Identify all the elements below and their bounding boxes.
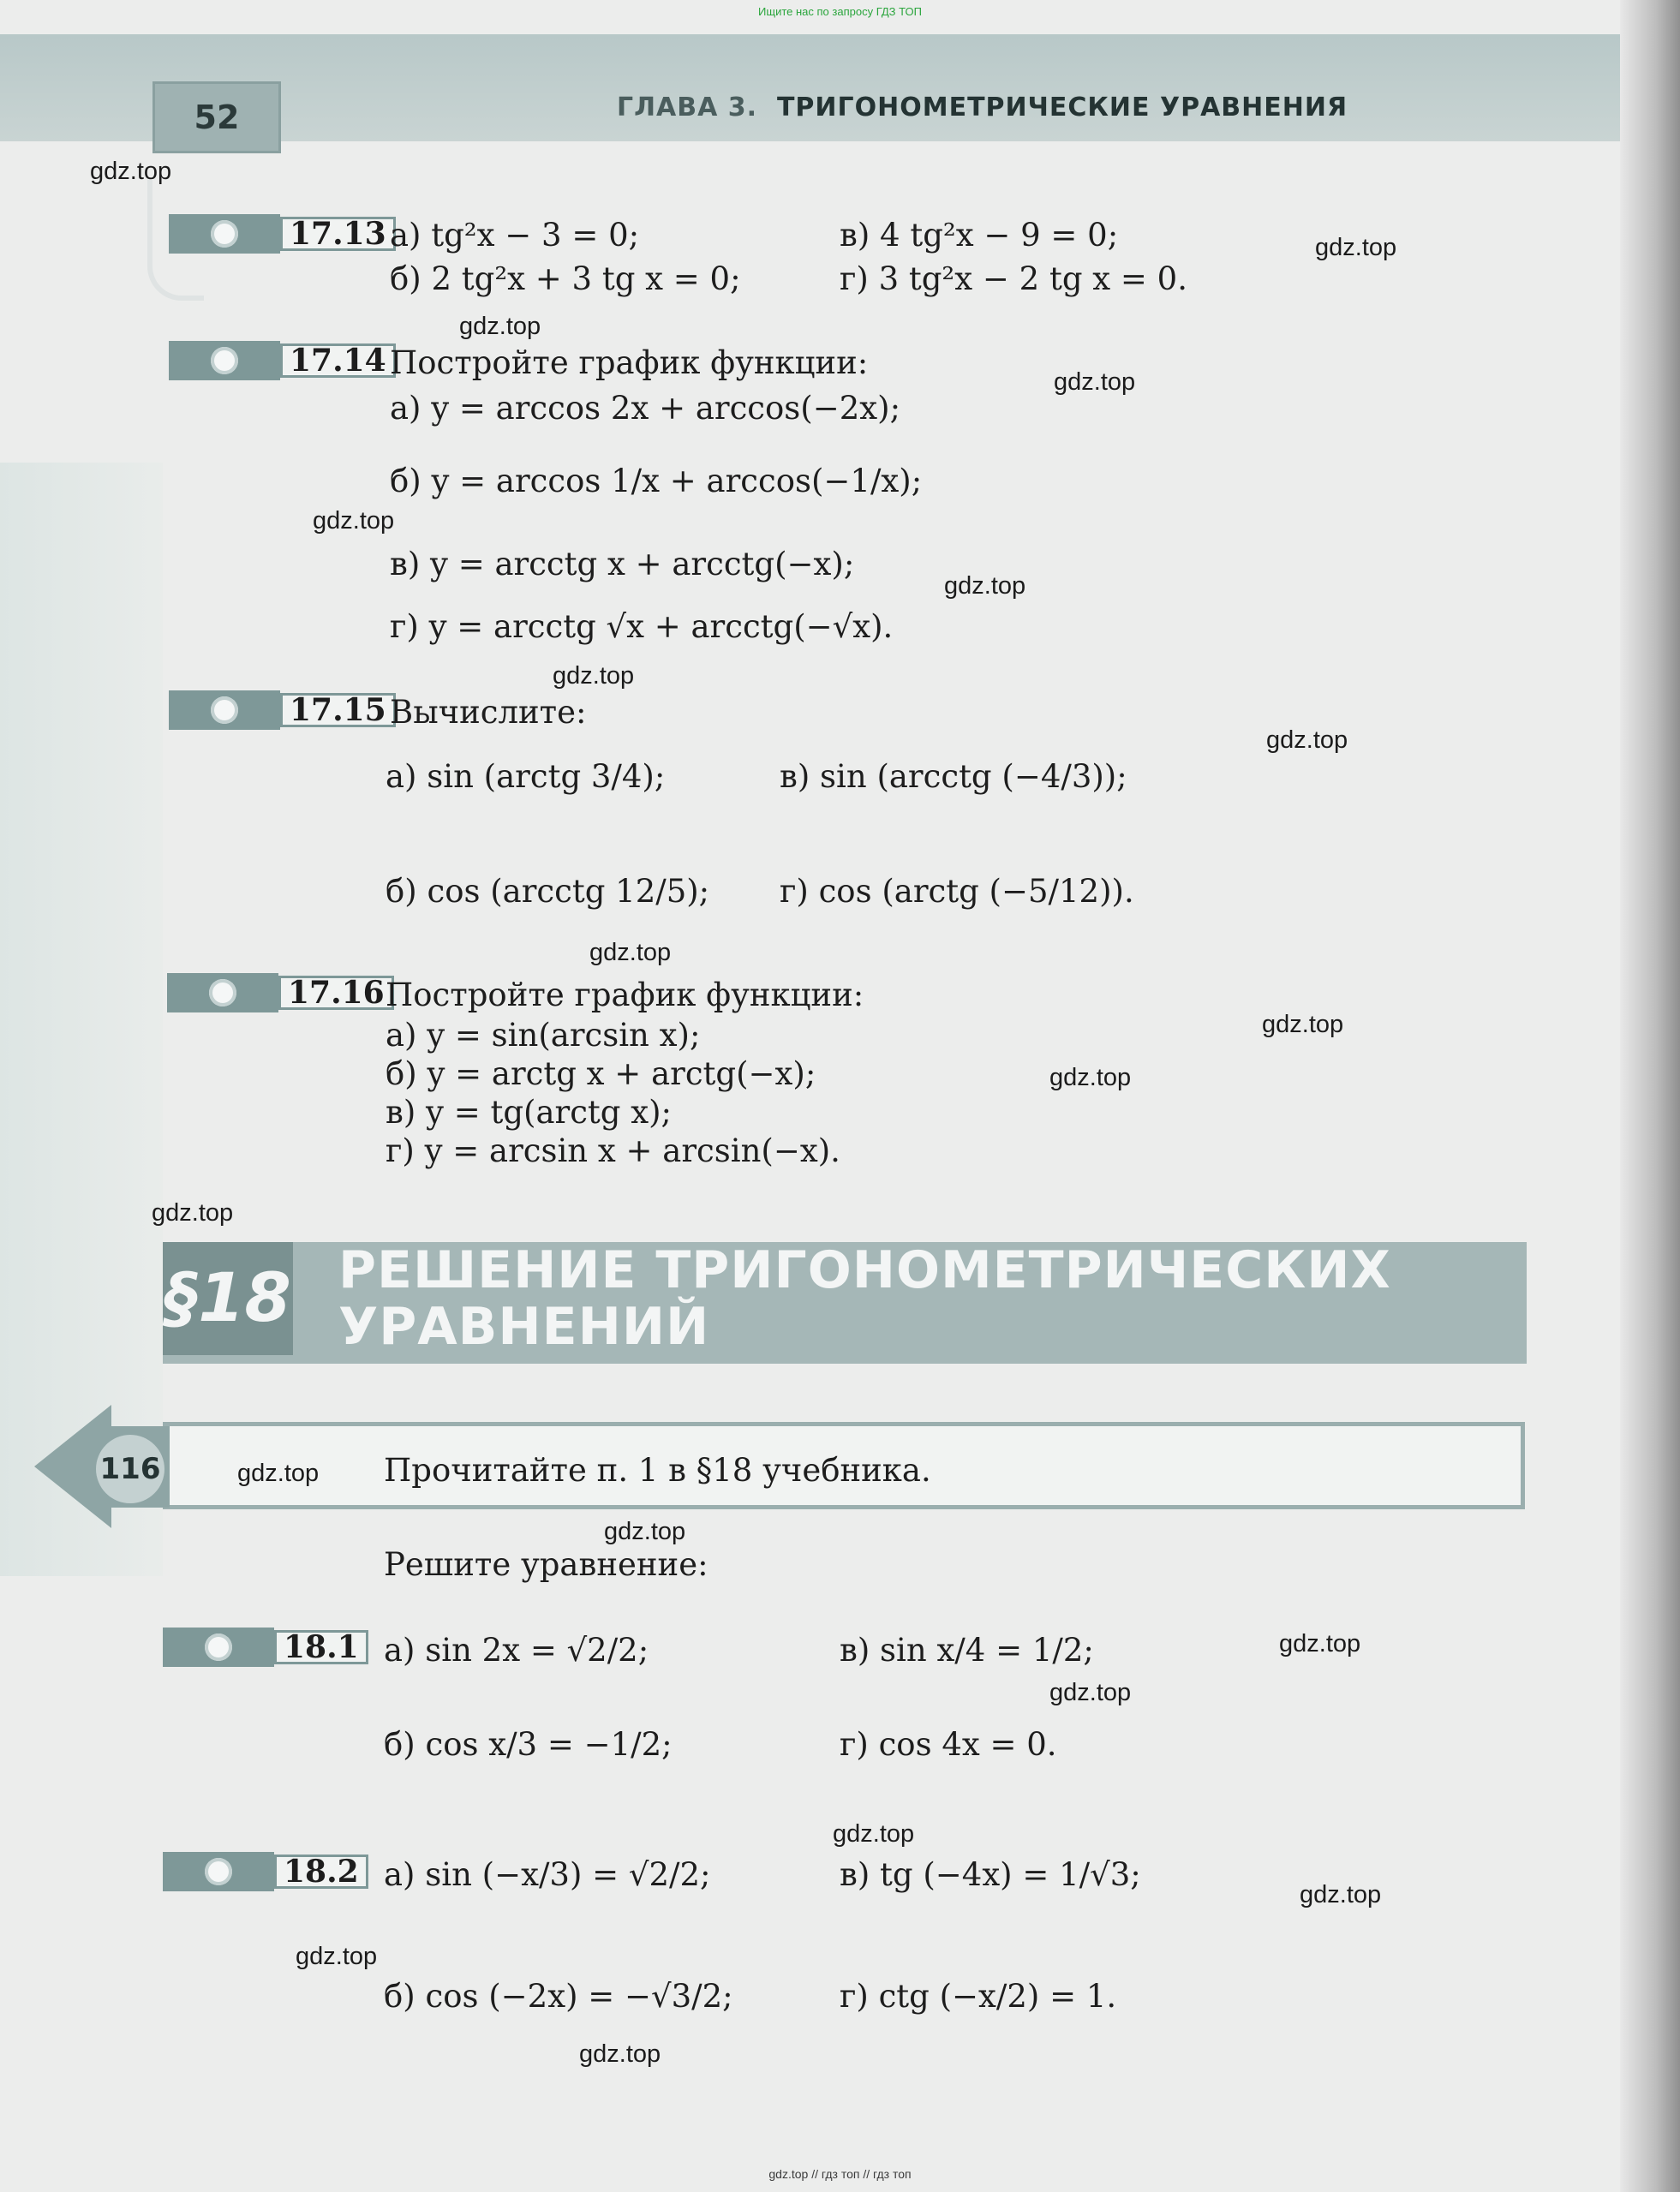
exercise-tag-17-13 bbox=[169, 214, 396, 254]
exercise-marker bbox=[163, 1852, 274, 1891]
circle-icon bbox=[211, 696, 238, 724]
section-title-line2: УРАВНЕНИЙ bbox=[338, 1297, 710, 1357]
watermark: gdz.top bbox=[1266, 726, 1348, 754]
ex-17-13-g: г) 3 tg²x − 2 tg x = 0. bbox=[840, 260, 1187, 297]
ex-17-16-v: в) y = tg(arctg x); bbox=[386, 1094, 672, 1131]
circle-icon bbox=[211, 220, 238, 248]
watermark: gdz.top bbox=[313, 507, 395, 535]
watermark: gdz.top bbox=[1262, 1011, 1344, 1038]
exercise-marker bbox=[167, 973, 278, 1012]
ex-17-15-prompt: Вычислите: bbox=[390, 694, 587, 731]
watermark: gdz.top bbox=[604, 1518, 686, 1545]
ex-17-15-g: г) cos (arctg (−5/12)). bbox=[780, 873, 1134, 910]
chapter-label: ГЛАВА 3. bbox=[617, 93, 758, 122]
ex-18-1-v: в) sin x/4 = 1/2; bbox=[840, 1632, 1094, 1669]
watermark: gdz.top bbox=[237, 1460, 320, 1487]
watermark: gdz.top bbox=[90, 158, 172, 185]
watermark: gdz.top bbox=[553, 662, 635, 690]
footer-note: gdz.top // гдз топ // гдз топ bbox=[768, 2167, 912, 2181]
section-title bbox=[338, 1242, 1391, 1355]
watermark: gdz.top bbox=[296, 1943, 378, 1970]
exercise-number: 17.13 bbox=[280, 217, 396, 251]
ex-17-14-g: г) y = arcctg √x + arcctg(−√x). bbox=[390, 608, 894, 645]
ex-17-16-a: а) y = sin(arcsin x); bbox=[386, 1017, 701, 1054]
ex-18-2-a: а) sin (−x/3) = √2/2; bbox=[384, 1856, 711, 1893]
exercise-tag-17-15 bbox=[169, 690, 396, 730]
watermark: gdz.top bbox=[833, 1820, 915, 1848]
top-note: Ищите нас по запросу ГДЗ ТОП bbox=[758, 5, 922, 18]
ex-18-1-g: г) cos 4x = 0. bbox=[840, 1726, 1057, 1763]
watermark: gdz.top bbox=[152, 1199, 234, 1227]
watermark: gdz.top bbox=[1049, 1679, 1132, 1706]
chapter-title: ТРИГОНОМЕТРИЧЕСКИЕ УРАВНЕНИЯ bbox=[776, 93, 1348, 122]
circle-icon bbox=[209, 979, 236, 1006]
ex-17-16-b: б) y = arctg x + arctg(−x); bbox=[386, 1055, 816, 1092]
watermark: gdz.top bbox=[1315, 234, 1397, 261]
ex-17-13-a: а) tg²x − 3 = 0; bbox=[390, 217, 640, 254]
watermark: gdz.top bbox=[459, 313, 541, 340]
exercise-marker bbox=[163, 1628, 274, 1667]
exercise-number: 17.15 bbox=[280, 693, 396, 727]
circle-icon bbox=[205, 1634, 232, 1661]
page-number: 52 bbox=[152, 81, 281, 153]
ex-17-14-b: б) y = arccos 1/x + arccos(−1/x); bbox=[390, 463, 923, 499]
section-sign: §18 bbox=[163, 1242, 293, 1355]
ex-17-14-a: а) y = arccos 2x + arccos(−2x); bbox=[390, 390, 901, 427]
exercise-marker bbox=[169, 341, 280, 380]
book-spine bbox=[1620, 0, 1680, 2192]
exercise-number: 18.1 bbox=[274, 1630, 368, 1664]
ex-17-16-g: г) y = arcsin x + arcsin(−x). bbox=[386, 1132, 840, 1169]
ex-17-15-v: в) sin (arcctg (−4/3)); bbox=[780, 758, 1127, 795]
ex-17-16-prompt: Постройте график функции: bbox=[386, 977, 864, 1013]
circle-icon bbox=[205, 1858, 232, 1885]
circle-icon bbox=[211, 347, 238, 374]
watermark: gdz.top bbox=[1279, 1630, 1361, 1657]
exercise-number: 18.2 bbox=[274, 1855, 368, 1889]
ex-18-1-b: б) cos x/3 = −1/2; bbox=[384, 1726, 673, 1763]
exercise-tag-17-14 bbox=[169, 341, 396, 380]
watermark: gdz.top bbox=[944, 572, 1026, 600]
exercise-tag-18-1 bbox=[163, 1628, 368, 1667]
watermark: gdz.top bbox=[579, 2040, 661, 2068]
solve-prompt: Решите уравнение: bbox=[384, 1546, 708, 1583]
ex-17-14-v: в) y = arcctg x + arcctg(−x); bbox=[390, 546, 855, 582]
watermark: gdz.top bbox=[1054, 368, 1136, 396]
exercise-tag-17-16 bbox=[167, 973, 394, 1012]
watermark: gdz.top bbox=[1300, 1881, 1382, 1908]
watermark: gdz.top bbox=[1049, 1064, 1132, 1091]
chapter-heading bbox=[617, 93, 1348, 122]
ex-17-13-v: в) 4 tg²x − 9 = 0; bbox=[840, 217, 1119, 254]
ex-18-2-b: б) cos (−2x) = −√3/2; bbox=[384, 1978, 733, 2015]
exercise-marker bbox=[169, 690, 280, 730]
ex-17-14-prompt: Постройте график функции: bbox=[390, 344, 869, 381]
ex-18-2-v: в) tg (−4x) = 1/√3; bbox=[840, 1856, 1141, 1893]
exercise-number: 17.16 bbox=[278, 976, 394, 1010]
watermark: gdz.top bbox=[589, 939, 672, 966]
read-instruction: Прочитайте п. 1 в §18 учебника. bbox=[384, 1452, 931, 1489]
ex-17-15-a: а) sin (arctg 3/4); bbox=[386, 758, 666, 795]
exercise-tag-18-2 bbox=[163, 1852, 368, 1891]
ex-18-1-a: а) sin 2x = √2/2; bbox=[384, 1632, 649, 1669]
ex-18-2-g: г) ctg (−x/2) = 1. bbox=[840, 1978, 1117, 2015]
exercise-number: 17.14 bbox=[280, 343, 396, 378]
ex-17-13-b: б) 2 tg²x + 3 tg x = 0; bbox=[390, 260, 741, 297]
ex-17-15-b: б) cos (arcctg 12/5); bbox=[386, 873, 710, 910]
exercise-marker bbox=[169, 214, 280, 254]
page-reference: 116 bbox=[96, 1435, 164, 1503]
section-title-line1: РЕШЕНИЕ ТРИГОНОМЕТРИЧЕСКИХ bbox=[338, 1240, 1391, 1300]
